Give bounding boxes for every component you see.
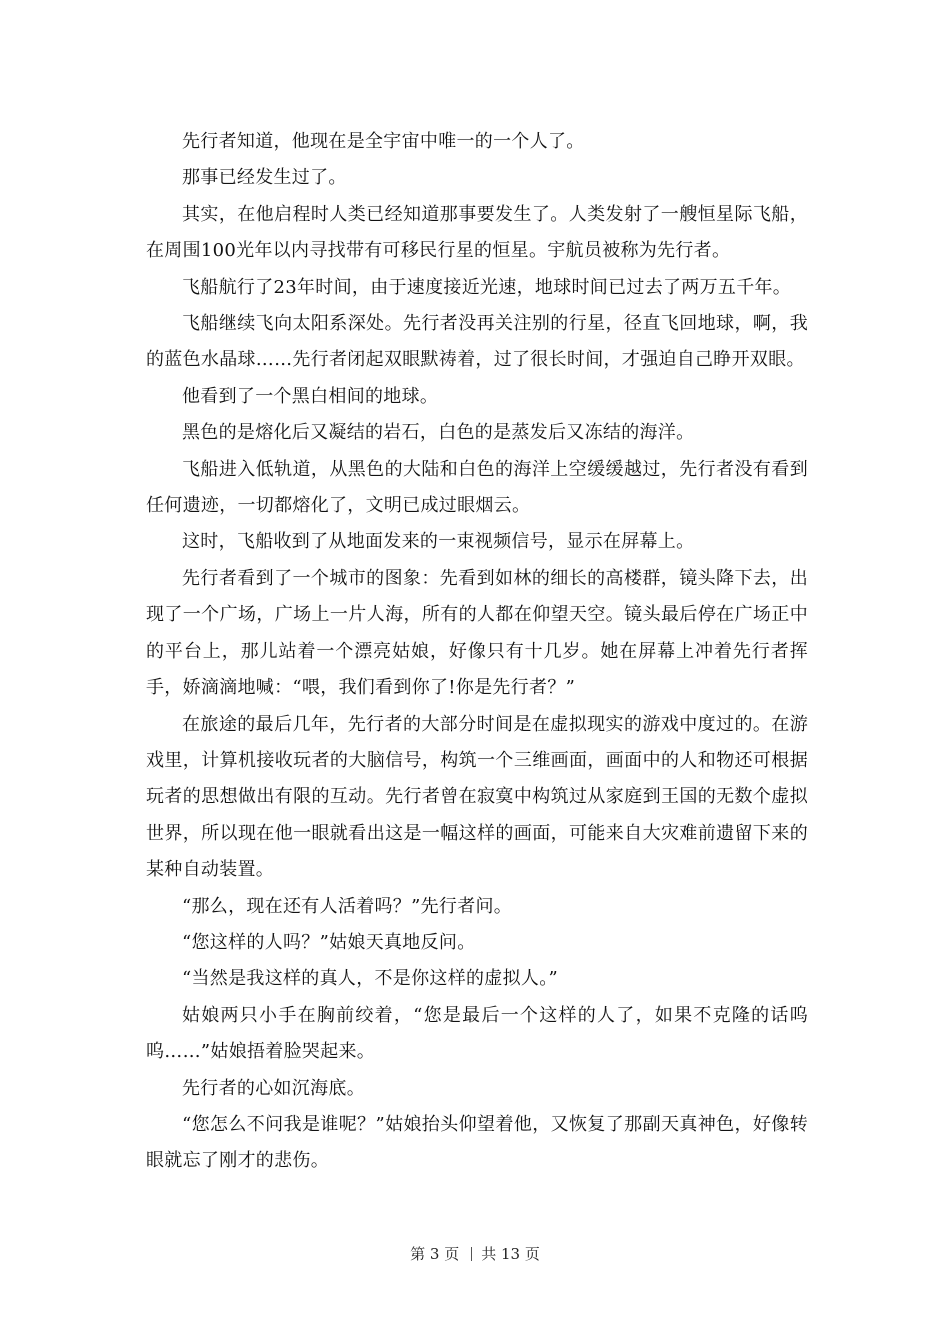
paragraph: 先行者看到了一个城市的图象：先看到如林的细长的高楼群，镜头降下去，出现了一个广场，广场上一片人海，所有的人都在仰望天空。镜头最后停在广场正中的平台上，那儿站着一个漂亮姑娘，好像只有十几岁。她在屏幕上冲着先行者挥手，娇滴滴地喊：“喂，我们看到你了!你是先行者？” <box>146 567 808 699</box>
page-footer <box>0 1244 950 1264</box>
paragraph: 先行者的心如沉海底。 <box>182 1077 365 1099</box>
paragraph: “当然是我这样的真人，不是你这样的虚拟人。” <box>182 968 559 990</box>
page-number: 第 3 页 <box>410 1245 460 1263</box>
paragraph: 先行者知道，他现在是全宇宙中唯一的一个人了。 <box>182 131 585 152</box>
paragraph: “那么，现在还有人活着吗？”先行者问。 <box>182 895 513 917</box>
paragraph: 飞船航行了23年时间，由于速度接近光速，地球时间已过去了两万五千年。 <box>182 276 792 298</box>
paragraph: 黑色的是熔化后又凝结的岩石，白色的是蒸发后又冻结的海洋。 <box>182 422 695 444</box>
paragraph: 姑娘两只小手在胸前绞着，“您是最后一个这样的人了，如果不克隆的话呜呜……”姑娘捂着脸哭起来。 <box>146 1004 808 1063</box>
paragraph: “您怎么不问我是谁呢？”姑娘抬头仰望着他，又恢复了那副天真神色，好像转眼就忘了刚才的悲伤。 <box>146 1113 808 1172</box>
paragraph: 这时，飞船收到了从地面发来的一束视频信号，显示在屏幕上。 <box>182 531 695 553</box>
paragraph: 在旅途的最后几年，先行者的大部分时间是在虚拟现实的游戏中度过的。在游戏里，计算机接收玩者的大脑信号，构筑一个三维画面，画面中的人和物还可根据玩者的思想做出有限的互动。先行者曾在寂寞中构筑过从家庭到王国的无数个虚拟世界，所以现在他一眼就看出这是一幅这样的画面，可能来自大灾难前遗留下来的某种自动装置。 <box>146 713 808 881</box>
paragraph: 飞船进入低轨道，从黑色的大陆和白色的海洋上空缓缓越过，先行者没有看到任何遗迹，一切都熔化了，文明已成过眼烟云。 <box>146 458 808 517</box>
paragraph: 其实，在他启程时人类已经知道那事要发生了。人类发射了一艘恒星际飞船，在周围100光年以内寻找带有可移民行星的恒星。宇航员被称为先行者。 <box>146 203 808 262</box>
paragraph: 他看到了一个黑白相间的地球。 <box>182 385 439 407</box>
paragraph: “您这样的人吗？”姑娘天真地反问。 <box>182 931 476 953</box>
article-body <box>146 124 808 1180</box>
footer-divider <box>471 1247 472 1261</box>
page-total: 共 13 页 <box>481 1245 540 1263</box>
paragraph: 那事已经发生过了。 <box>182 167 347 189</box>
paragraph: 飞船继续飞向太阳系深处。先行者没再关注别的行星，径直飞回地球，啊，我的蓝色水晶球……先行者闭起双眼默祷着，过了很长时间，才强迫自己睁开双眼。 <box>146 313 808 371</box>
